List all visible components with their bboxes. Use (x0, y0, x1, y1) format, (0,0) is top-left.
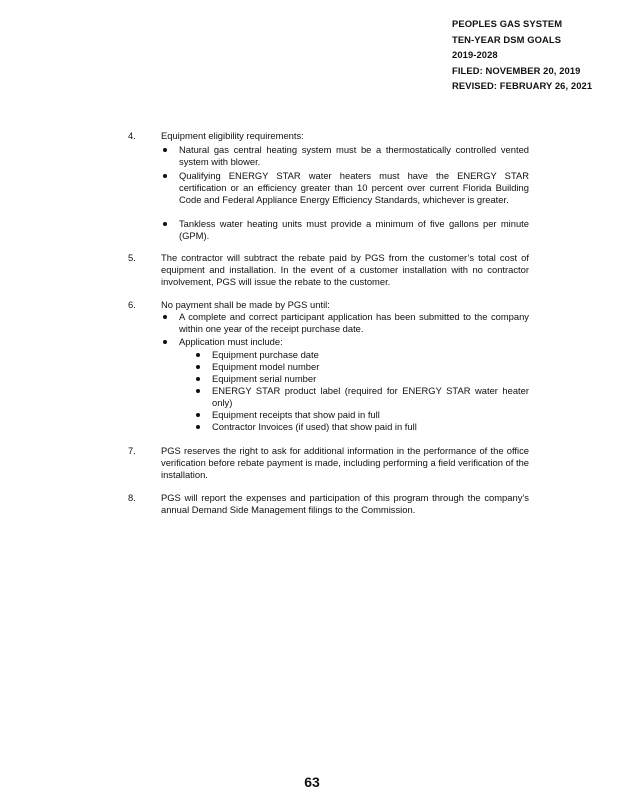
item-text: Equipment eligibility requirements: (161, 130, 304, 141)
sub-bullet-item: Equipment model number (212, 361, 529, 373)
header-years: 2019-2028 (452, 49, 498, 60)
bullet-item: Qualifying ENERGY STAR water heaters must have the ENERGY STAR certification or an efficiency greater than 10 percent over current Florida Building Code and Federal Appliance Energy Efficiency Standards, whichever is greater. (179, 170, 529, 206)
bullet-item: Application must include: (179, 336, 529, 348)
header-company: PEOPLES GAS SYSTEM (452, 18, 563, 29)
header-revised-date: REVISED: FEBRUARY 26, 2021 (452, 80, 593, 91)
sub-bullet-item: Equipment receipts that show paid in full (212, 409, 529, 421)
document-header (452, 16, 617, 94)
item-text: PGS reserves the right to ask for additional information in the performance of the office verification before rebate payment is made, including performing a field verification of the installation. (161, 445, 529, 481)
item-number: 5. (128, 252, 136, 263)
sub-bullet-item: Equipment serial number (212, 373, 529, 385)
item-number: 8. (128, 492, 136, 503)
sub-bullet-item: ENERGY STAR product label (required for ENERGY STAR water heater only) (212, 385, 529, 409)
page-number: 63 (304, 774, 320, 790)
item-text: PGS will report the expenses and participation of this program through the company’s annual Demand Side Management filings to the Commission. (161, 492, 529, 516)
header-filed-date: FILED: NOVEMBER 20, 2019 (452, 64, 581, 76)
item-text: No payment shall be made by PGS until: (161, 299, 330, 310)
header-title: TEN-YEAR DSM GOALS (452, 33, 562, 45)
item-text: The contractor will subtract the rebate paid by PGS from the customer’s total cost of equipment and installation. In the event of a customer installation with no contractor involvement, PGS will issue the rebate to the customer. (161, 252, 529, 288)
item-number: 4. (128, 130, 136, 141)
bullet-item: A complete and correct participant application has been submitted to the company within one year of the receipt purchase date. (179, 311, 529, 335)
sub-bullet-item: Equipment purchase date (212, 349, 529, 361)
sub-bullet-item: Contractor Invoices (if used) that show paid in full (212, 421, 529, 433)
bullet-item: Natural gas central heating system must be a thermostatically controlled vented system with blower. (179, 144, 529, 168)
item-number: 6. (128, 299, 136, 310)
item-number: 7. (128, 445, 136, 456)
bullet-item: Tankless water heating units must provide a minimum of five gallons per minute (GPM). (179, 218, 529, 242)
